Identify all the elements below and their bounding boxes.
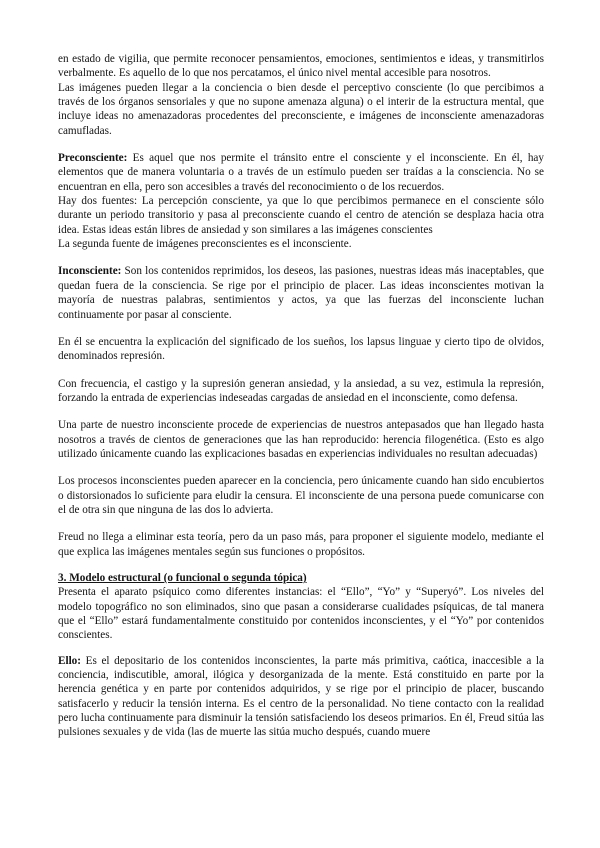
term-ello: Ello:	[58, 654, 81, 667]
inconsciente-text: Son los contenidos reprimidos, los deseos, las pasiones, nuestras ideas más inaceptables, que quedan fuera de la consciencia. Se rige por el principio de placer. Las ideas inconscientes motivan la mayoría de nuestras palabras, sentimientos y actos, ya que las fuerzas del inconsciente luchan continuamente por pasar al consciente.	[58, 265, 544, 321]
section-heading-modelo-estructural: 3. Modelo estructural (o funcional o segunda tópica)	[58, 571, 307, 584]
term-preconsciente: Preconsciente:	[58, 152, 128, 165]
paragraph-ello	[58, 654, 544, 740]
paragraph-segunda-fuente: La segunda fuente de imágenes preconscientes es el inconsciente.	[58, 238, 352, 251]
paragraph-consciente-cont: en estado de vigilia, que permite reconocer pensamientos, emociones, sentimientos e ideas, y transmitirlos verbalmente. Es aquello de lo que nos percatamos, el único nivel mental accesible para nosotros.	[58, 53, 544, 80]
paragraph-filogenetica: Una parte de nuestro inconsciente procede de experiencias de nuestros antepasados que han llegado hasta nosotros a través de cientos de generaciones que las han reproducido: herencia filogenética. (Esto es algo utilizado únicamente cuando las explicaciones basadas en experiencias individuales no resultan adecuadas)	[58, 419, 544, 460]
term-inconsciente: Inconsciente:	[58, 265, 122, 278]
paragraph-freud: Freud no llega a eliminar esta teoría, pero da un paso más, para proponer el siguiente modelo, mediante el que explica las imágenes mentales según sus funciones o propósitos.	[58, 531, 544, 558]
paragraph-suenos: En él se encuentra la explicación del significado de los sueños, los lapsus linguae y cierto tipo de olvidos, denominados represión.	[58, 335, 544, 363]
paragraph-preconsciente	[58, 151, 544, 194]
paragraph-aparato-psiquico: Presenta el aparato psíquico como diferentes instancias: el “Ello”, “Yo” y “Superyó”. Los niveles del modelo topográfico no son eliminados, sino que pasan a considerarse cualidades psíquicas, de tal manera que el “Ello” estará fundamentalmente constituido por contenidos inconscientes, y el “Yo” por contenidos conscientes.	[58, 586, 544, 642]
preconsciente-text: Es aquel que nos permite el tránsito entre el consciente y el inconsciente. En él, hay elementos que de manera voluntaria o a través de un estímulo pueden ser traídas a la consciencia. No se encuentran en ella, pero son accesibles a través del reconocimiento o de los recuerdos.	[58, 152, 544, 193]
ello-text: Es el depositario de los contenidos inconscientes, la parte más primitiva, caótica, inaccesible a la conciencia, indiscutible, amoral, ilógica y desorganizada de la mente. Está constituido en parte por la herencia genética y en parte por contenidos adquiridos, y se rige por el principio de placer, buscando satisfacerlo y reducir la tensión interna. Es el centro de la personalidad. No tiene contacto con la realidad pero lucha continuamente para disminuir la tensión satisfaciendo los deseos primarios. En él, Freud sitúa las pulsiones sexuales y de vida (las de muerte las sitúa mucho después, cuando muere	[58, 654, 544, 739]
paragraph-dos-fuentes: Hay dos fuentes: La percepción consciente, ya que lo que percibimos permanece en el consciente sólo durante un periodo transitorio y pasa al preconsciente cuando el centro de atención se desplaza hacia otra idea. Estas ideas están libres de ansiedad y son similares a las imágenes conscientes	[58, 195, 544, 236]
paragraph-imagenes: Las imágenes pueden llegar a la conciencia o bien desde el perceptivo consciente (lo que percibimos a través de los órganos sensoriales y que no supone amenaza alguna) o el interir de la estructura mental, que incluye ideas no amenazadoras procedentes del preconsciente, e imágenes de inconsciente amenazadoras camufladas.	[58, 81, 544, 137]
paragraph-procesos: Los procesos inconscientes pueden aparecer en la conciencia, pero únicamente cuando han sido encubiertos o distorsionados lo suficiente para eludir la censura. El inconsciente de una persona puede comunicarse con el de otra sin que ninguna de las dos lo advierta.	[58, 475, 544, 516]
document-page	[58, 52, 544, 740]
paragraph-inconsciente	[58, 264, 544, 321]
paragraph-castigo: Con frecuencia, el castigo y la supresión generan ansiedad, y la ansiedad, a su vez, estimula la represión, forzando la entrada de experiencias indeseadas cargadas de ansiedad en el inconsciente, como defensa.	[58, 377, 544, 404]
